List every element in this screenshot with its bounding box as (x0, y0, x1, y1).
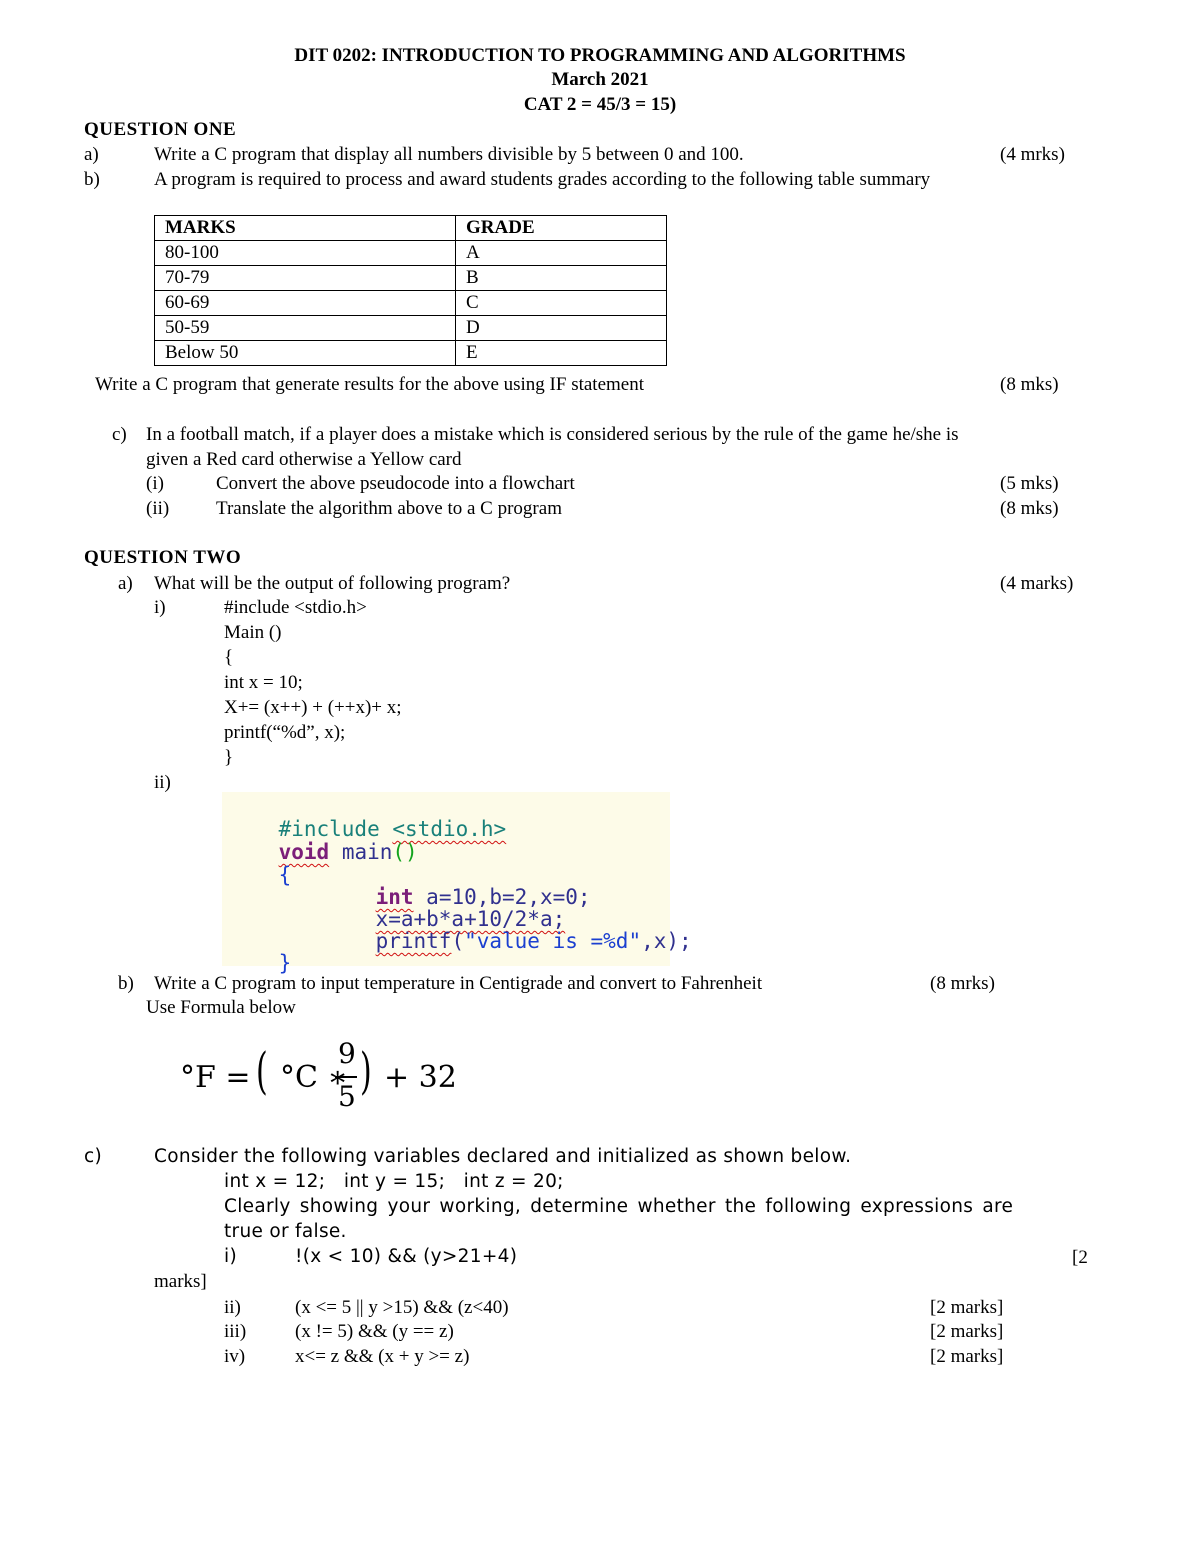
table-cell-grade: A (456, 241, 667, 266)
grades-table (154, 215, 667, 366)
q2-c-iii-label: iii) (224, 1321, 247, 1342)
table-row (155, 291, 667, 316)
q2-c-ii-marks: [2 marks] (930, 1297, 1004, 1318)
code2-int-keyword: int (375, 885, 414, 909)
q1-b-task: Write a C program that generate results for the above using IF statement (95, 374, 645, 395)
q2-c-iv-expression: x<= z && (x + y >= z) (295, 1346, 470, 1367)
q2-ii-label: ii) (154, 772, 171, 793)
formula-plus-32: + 32 (384, 1060, 457, 1095)
q1-c-line1: In a football match, if a player does a mistake which is considered serious by the rule of the game he/she is (146, 424, 959, 445)
q2-c-variables: int x = 12; int y = 15; int z = 20; (224, 1171, 564, 1192)
q1-a-marks: (4 mrks) (1000, 144, 1065, 165)
q2-c-instruction-line2: true or false. (224, 1221, 347, 1242)
q2-b-marks: (8 mrks) (930, 973, 995, 994)
question-one-title: QUESTION ONE (84, 119, 237, 140)
q2-c-text: Consider the following variables declared and initialized as shown below. (154, 1146, 852, 1167)
table-cell-grade: B (456, 266, 667, 291)
q2-b-label: b) (118, 973, 134, 994)
q2-c-i-label: i) (224, 1246, 237, 1267)
formula-fraction-bar (335, 1076, 357, 1078)
q2-a-marks: (4 marks) (1000, 573, 1074, 594)
table-row (155, 241, 667, 266)
table-cell-marks: 50-59 (155, 316, 456, 341)
table-cell-grade: E (456, 341, 667, 366)
q1-a-text: Write a C program that display all numbers divisible by 5 between 0 and 100. (154, 144, 744, 165)
q2-c-ii-label: ii) (224, 1297, 241, 1318)
q2-c-instruction-line1: Clearly showing your working, determine whether the following expressions are (224, 1196, 1014, 1217)
table-header-marks: MARKS (155, 216, 456, 241)
code2-expression: x=a+b*a+10/2*a; (375, 907, 566, 931)
cat-score: CAT 2 = 45/3 = 15) (523, 94, 677, 115)
code1-line: { (224, 647, 234, 668)
table-cell-marks: 60-69 (155, 291, 456, 316)
q1-c-i-text: Convert the above pseudocode into a flowchart (216, 473, 575, 494)
code-snippet-image (222, 792, 692, 975)
formula-celsius: °C ∗ (280, 1060, 348, 1095)
q1-c-label: c) (112, 424, 127, 445)
formula-lhs: °F = (180, 1060, 251, 1095)
table-cell-grade: D (456, 316, 667, 341)
table-header-grade: GRADE (456, 216, 667, 241)
code1-line: int x = 10; (224, 672, 303, 693)
code2-printf-rest: ,x); (641, 929, 692, 953)
q1-b-label: b) (84, 169, 100, 190)
q1-c-ii-text: Translate the algorithm above to a C program (216, 498, 562, 519)
code2-main-parens: () (392, 840, 418, 864)
q2-i-label: i) (154, 597, 166, 618)
q2-a-label: a) (118, 573, 133, 594)
exam-date: March 2021 (551, 69, 649, 90)
table-cell-grade: C (456, 291, 667, 316)
code2-printf-open: ( (451, 929, 465, 953)
course-title: DIT 0202: INTRODUCTION TO PROGRAMMING AND ALGORITHMS (294, 45, 906, 66)
q1-a-label: a) (84, 144, 99, 165)
formula-close-paren: ) (360, 1042, 372, 1100)
code1-line: #include <stdio.h> (224, 597, 367, 618)
q2-c-ii-expression: (x <= 5 || y >15) && (z<40) (295, 1297, 509, 1318)
q1-c-i-marks: (5 mks) (1000, 473, 1059, 494)
q1-c-ii-label: (ii) (146, 498, 170, 519)
code2-include-keyword: #include (278, 817, 380, 841)
code2-void-keyword: void (278, 840, 330, 864)
code2-open-brace: { (278, 863, 292, 887)
code1-line: Main () (224, 622, 282, 643)
q2-c-label: c) (84, 1146, 102, 1167)
code2-declaration: a=10,b=2,x=0; (426, 885, 591, 909)
code1-line: } (224, 747, 234, 768)
question-two-title: QUESTION TWO (84, 547, 242, 568)
q2-b-text: Write a C program to input temperature in Centigrade and convert to Fahrenheit (154, 973, 763, 994)
code2-close-brace: } (278, 951, 292, 975)
code2-main-name: main (341, 840, 393, 864)
q1-b-marks: (8 mks) (1000, 374, 1059, 395)
table-row (155, 266, 667, 291)
code1-line: printf(“%d”, x); (224, 722, 346, 743)
q1-c-ii-marks: (8 mks) (1000, 498, 1059, 519)
table-row (155, 316, 667, 341)
code2-include-header: <stdio.h> (392, 817, 507, 841)
formula-numerator: 9 (338, 1037, 356, 1070)
q2-c-i-expression: !(x < 10) && (y>21+4) (295, 1246, 518, 1267)
code1-line: X+= (x++) + (++x)+ x; (224, 697, 402, 718)
q2-c-iii-expression: (x != 5) && (y == z) (295, 1321, 454, 1342)
formula-denominator: 5 (338, 1080, 356, 1113)
code2-printf-string: "value is =%d" (464, 929, 642, 953)
table-cell-marks: 70-79 (155, 266, 456, 291)
table-cell-marks: 80-100 (155, 241, 456, 266)
formula-open-paren: ( (256, 1042, 268, 1100)
q2-b-use-formula: Use Formula below (146, 997, 296, 1018)
q2-c-i-marks-cont: marks] (154, 1271, 207, 1292)
q1-c-line2: given a Red card otherwise a Yellow card (146, 449, 462, 470)
q1-c-i-label: (i) (146, 473, 164, 494)
table-header-row (155, 216, 667, 241)
q2-c-iv-label: iv) (224, 1346, 246, 1367)
q1-b-text: A program is required to process and award students grades according to the following table summary (154, 169, 931, 190)
table-row (155, 341, 667, 366)
q2-a-text: What will be the output of following program? (154, 573, 511, 594)
code2-printf: printf (375, 929, 452, 953)
table-cell-marks: Below 50 (155, 341, 456, 366)
q2-c-iv-marks: [2 marks] (930, 1346, 1004, 1367)
q2-c-iii-marks: [2 marks] (930, 1321, 1004, 1342)
q2-c-i-marks: [2 (1072, 1247, 1088, 1268)
